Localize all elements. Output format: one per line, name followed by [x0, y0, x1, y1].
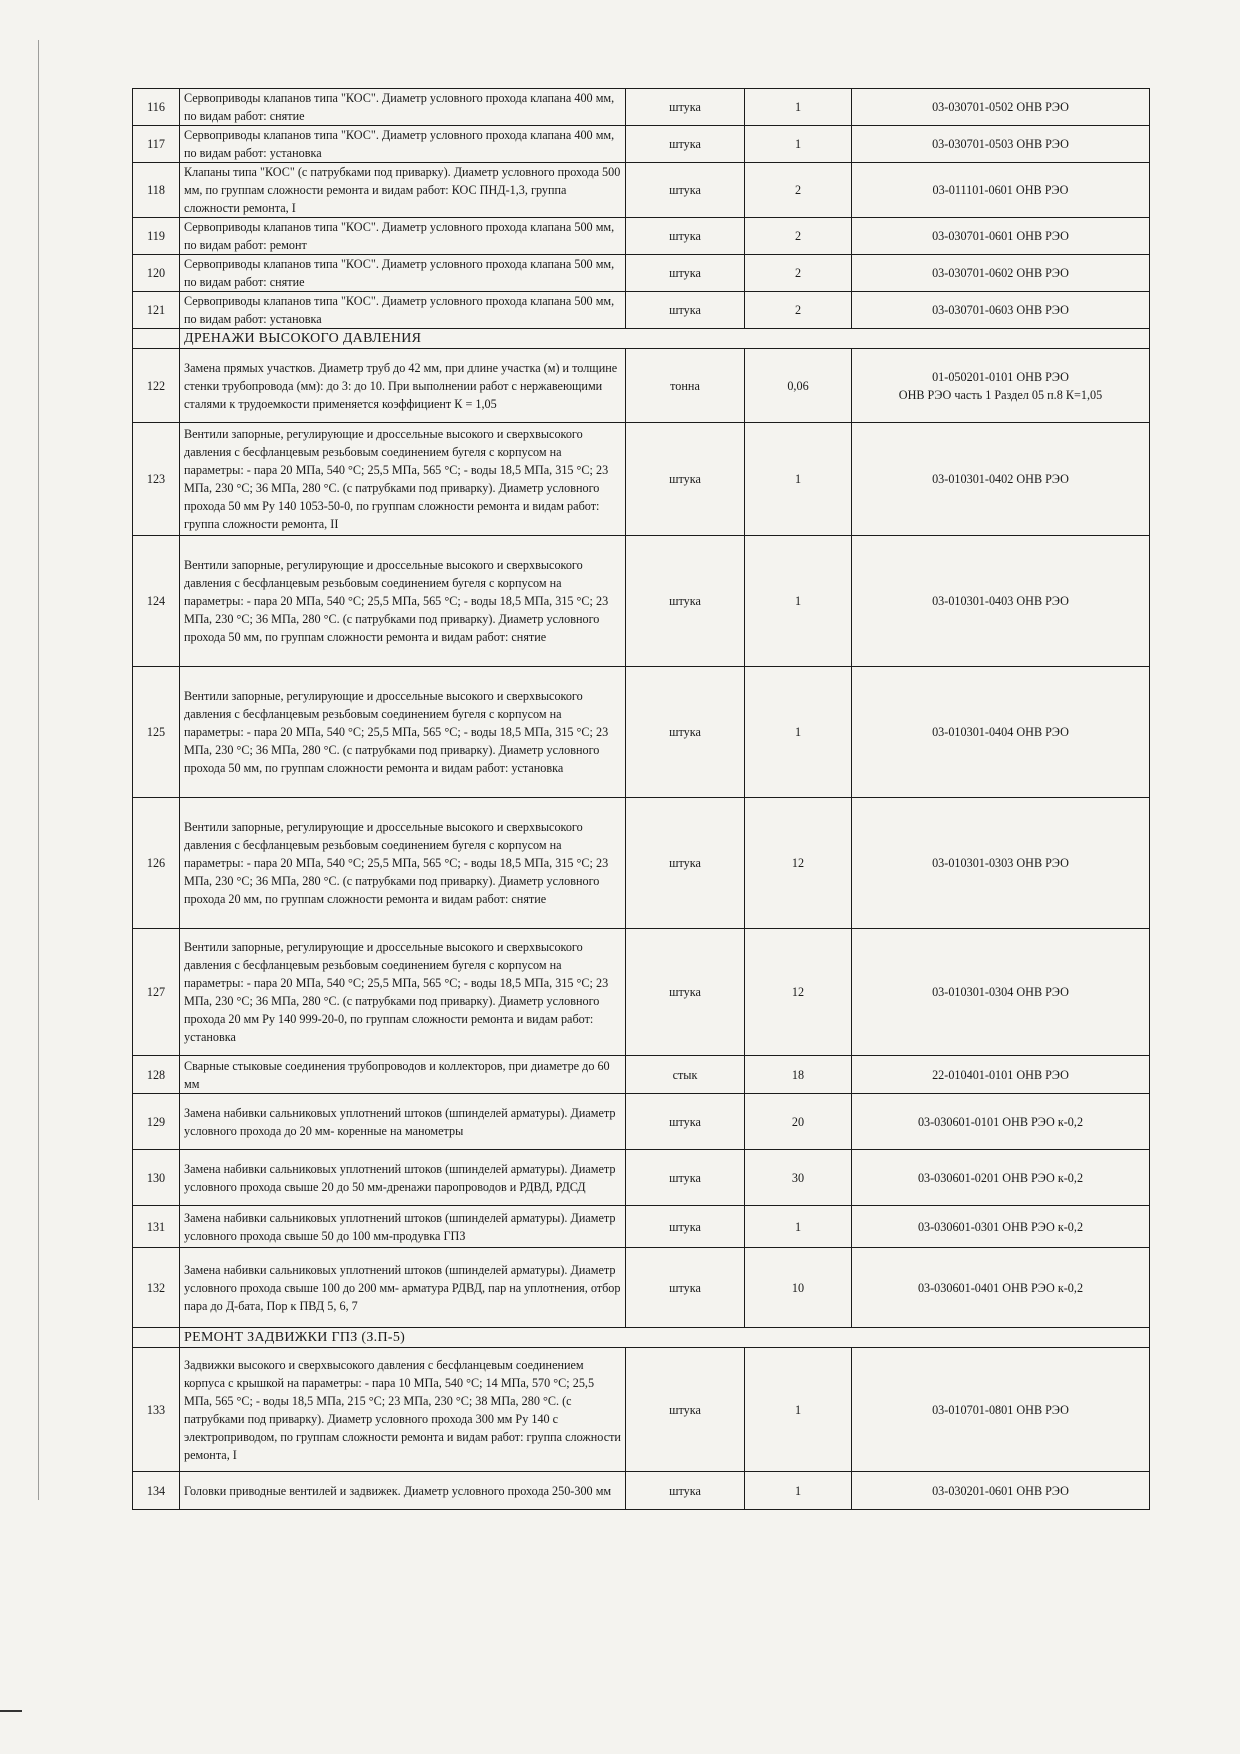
table-row [133, 1472, 1150, 1510]
row-number: 131 [133, 1206, 180, 1248]
table-row [133, 1206, 1150, 1248]
unit-of-measure: штука [626, 667, 745, 798]
unit-of-measure: штука [626, 292, 745, 329]
work-description: Вентили запорные, регулирующие и дроссельные высокого и сверхвысокого давления с бесфланцевым резьбовым соединением бугеля с корпусом на параметры: - пара 20 МПа, 540 °С; 25,5 МПа, 565 °С; - воды 18,5 МПа, 315 °С; 23 МПа, 230 °С; 36 МПа, 280 °С. (с патрубками под приварку). Диаметр условного прохода 50 мм, по группам сложности ремонта и видам работ: установка [180, 667, 626, 798]
row-number: 133 [133, 1348, 180, 1472]
work-description: Задвижки высокого и сверхвысокого давления с бесфланцевым соединением корпуса с крышкой на параметры: - пара 10 МПа, 540 °С; 14 МПа, 570 °С; 25,5 МПа, 565 °С; - воды 18,5 МПа, 215 °С; 23 МПа, 230 °С; 38 МПа, 280 °С. (с патрубками под приварку). Диаметр условного прохода 300 мм Ру 140 с электроприводом, по группам сложности ремонта и видам работ: группа сложности ремонта, I [180, 1348, 626, 1472]
norm-code-primary: 03-010701-0801 ОНВ РЭО [932, 1402, 1069, 1417]
quantity: 1 [745, 536, 852, 667]
row-number: 128 [133, 1056, 180, 1094]
table-row [133, 218, 1150, 255]
work-description: Замена прямых участков. Диаметр труб до 42 мм, при длине участка (м) и толщине стенки трубопровода (мм): до 3: до 10. При выполнении работ с нержавеющими сталями к трудоемкости применяется коэффициент К = 1,05 [180, 349, 626, 423]
norm-code-primary: 03-030601-0101 ОНВ РЭО к-0,2 [917, 1114, 1084, 1129]
norm-code-primary: 03-010301-0404 ОНВ РЭО [932, 725, 1069, 739]
scan-edge-line [38, 40, 39, 1500]
row-number: 119 [133, 218, 180, 255]
norm-code [852, 929, 1150, 1056]
norm-code [852, 536, 1150, 667]
work-description: Сервоприводы клапанов типа "КОС". Диаметр условного прохода клапана 500 мм, по видам работ: установка [180, 292, 626, 329]
unit-of-measure: штука [626, 89, 745, 126]
norm-code-primary: 03-030601-0401 ОНВ РЭО к-0,2 [917, 1280, 1084, 1295]
table-row [133, 667, 1150, 798]
norm-code-primary: 03-010301-0304 ОНВ РЭО [932, 985, 1069, 999]
norm-code-primary: 03-010301-0402 ОНВ РЭО [932, 472, 1069, 486]
work-description: Головки приводные вентилей и задвижек. Диаметр условного прохода 250-300 мм [180, 1472, 626, 1510]
work-description: Сервоприводы клапанов типа "КОС". Диаметр условного прохода клапана 500 мм, по видам работ: ремонт [180, 218, 626, 255]
quantity: 2 [745, 292, 852, 329]
table-row [133, 349, 1150, 423]
table-row [133, 1348, 1150, 1472]
unit-of-measure: штука [626, 126, 745, 163]
row-number: 130 [133, 1150, 180, 1206]
norm-code-primary: 03-030701-0503 ОНВ РЭО [932, 137, 1069, 151]
work-description: Замена набивки сальниковых уплотнений штоков (шпинделей арматуры). Диаметр условного прохода свыше 50 до 100 мм-продувка ГПЗ [180, 1206, 626, 1248]
section-header-row [133, 1328, 1150, 1348]
estimate-table [132, 88, 1150, 1510]
norm-code [852, 349, 1150, 423]
section-title: ДРЕНАЖИ ВЫСОКОГО ДАВЛЕНИЯ [180, 329, 1150, 349]
norm-code-primary: 03-011101-0601 ОНВ РЭО [932, 183, 1069, 197]
unit-of-measure: штука [626, 1348, 745, 1472]
norm-code [852, 1248, 1150, 1328]
row-number: 123 [133, 423, 180, 536]
unit-of-measure: тонна [626, 349, 745, 423]
table-row [133, 1094, 1150, 1150]
norm-code [852, 1206, 1150, 1248]
norm-code-primary: 03-030201-0601 ОНВ РЭО [932, 1483, 1069, 1498]
unit-of-measure: стык [626, 1056, 745, 1094]
quantity: 2 [745, 163, 852, 218]
norm-code [852, 1150, 1150, 1206]
quantity: 12 [745, 798, 852, 929]
norm-code [852, 292, 1150, 329]
norm-code [852, 126, 1150, 163]
work-description: Вентили запорные, регулирующие и дроссельные высокого и сверхвысокого давления с бесфланцевым резьбовым соединением бугеля с корпусом на параметры: - пара 20 МПа, 540 °С; 25,5 МПа, 565 °С; - воды 18,5 МПа, 315 °С; 23 МПа, 230 °С; 36 МПа, 280 °С. (с патрубками под приварку). Диаметр условного прохода 20 мм Ру 140 999-20-0, по группам сложности ремонта и видам работ: установка [180, 929, 626, 1056]
norm-code [852, 89, 1150, 126]
table-row [133, 798, 1150, 929]
row-number: 132 [133, 1248, 180, 1328]
unit-of-measure: штука [626, 163, 745, 218]
table-row [133, 292, 1150, 329]
table-row [133, 536, 1150, 667]
row-number: 125 [133, 667, 180, 798]
table-row [133, 423, 1150, 536]
row-number: 129 [133, 1094, 180, 1150]
quantity: 10 [745, 1248, 852, 1328]
norm-code [852, 1348, 1150, 1472]
row-number: 126 [133, 798, 180, 929]
unit-of-measure: штука [626, 1094, 745, 1150]
table-row [133, 1150, 1150, 1206]
norm-code-primary: 22-010401-0101 ОНВ РЭО [932, 1067, 1069, 1082]
quantity: 1 [745, 667, 852, 798]
table-row [133, 255, 1150, 292]
norm-code [852, 798, 1150, 929]
section-header-row [133, 329, 1150, 349]
table-row [133, 1056, 1150, 1094]
row-number: 124 [133, 536, 180, 667]
quantity: 1 [745, 1472, 852, 1510]
norm-code [852, 1056, 1150, 1094]
work-description: Сервоприводы клапанов типа "КОС". Диаметр условного прохода клапана 400 мм, по видам работ: снятие [180, 89, 626, 126]
work-description: Сервоприводы клапанов типа "КОС". Диаметр условного прохода клапана 400 мм, по видам работ: установка [180, 126, 626, 163]
unit-of-measure: штука [626, 929, 745, 1056]
quantity: 1 [745, 1348, 852, 1472]
table-row [133, 89, 1150, 126]
table-row [133, 126, 1150, 163]
norm-code [852, 667, 1150, 798]
quantity: 2 [745, 255, 852, 292]
norm-code-primary: 03-030701-0502 ОНВ РЭО [932, 100, 1069, 114]
norm-code-primary: 03-010301-0303 ОНВ РЭО [932, 856, 1069, 870]
norm-code [852, 163, 1150, 218]
norm-code [852, 423, 1150, 536]
unit-of-measure: штука [626, 1150, 745, 1206]
norm-code [852, 255, 1150, 292]
row-number: 118 [133, 163, 180, 218]
norm-code-primary: 03-030701-0601 ОНВ РЭО [932, 229, 1069, 243]
table-row [133, 929, 1150, 1056]
work-description: Сервоприводы клапанов типа "КОС". Диаметр условного прохода клапана 500 мм, по видам работ: снятие [180, 255, 626, 292]
row-number: 134 [133, 1472, 180, 1510]
norm-code [852, 1094, 1150, 1150]
norm-code [852, 218, 1150, 255]
row-number: 122 [133, 349, 180, 423]
table-row [133, 163, 1150, 218]
work-description: Замена набивки сальниковых уплотнений штоков (шпинделей арматуры). Диаметр условного прохода свыше 100 до 200 мм- арматура РДВД, пар на уплотнения, отбор пара до Д-бата, Пор к ПВД 5, 6, 7 [180, 1248, 626, 1328]
work-description: Клапаны типа "КОС" (с патрубками под приварку). Диаметр условного прохода 500 мм, по группам сложности ремонта и видам работ: КОС ПНД-1,3, группа сложности ремонта, I [180, 163, 626, 218]
norm-code-primary: 03-030701-0603 ОНВ РЭО [932, 303, 1069, 317]
quantity: 1 [745, 423, 852, 536]
norm-code-primary: 03-030601-0201 ОНВ РЭО к-0,2 [917, 1170, 1084, 1185]
row-number: 121 [133, 292, 180, 329]
row-number: 127 [133, 929, 180, 1056]
norm-code-primary: 03-030701-0602 ОНВ РЭО [932, 266, 1069, 280]
table-body [133, 89, 1150, 1510]
norm-code [852, 1472, 1150, 1510]
work-description: Замена набивки сальниковых уплотнений штоков (шпинделей арматуры). Диаметр условного прохода свыше 20 до 50 мм-дренажи паропроводов и РДВД, РДСД [180, 1150, 626, 1206]
quantity: 0,06 [745, 349, 852, 423]
unit-of-measure: штука [626, 1472, 745, 1510]
quantity: 18 [745, 1056, 852, 1094]
row-number: 116 [133, 89, 180, 126]
work-description: Вентили запорные, регулирующие и дроссельные высокого и сверхвысокого давления с бесфланцевым резьбовым соединением бугеля с корпусом на параметры: - пара 20 МПа, 540 °С; 25,5 МПа, 565 °С; - воды 18,5 МПа, 315 °С; 23 МПа, 230 °С; 36 МПа, 280 °С. (с патрубками под приварку). Диаметр условного прохода 50 мм, по группам сложности ремонта и видам работ: снятие [180, 536, 626, 667]
work-description: Вентили запорные, регулирующие и дроссельные высокого и сверхвысокого давления с бесфланцевым резьбовым соединением бугеля с корпусом на параметры: - пара 20 МПа, 540 °С; 25,5 МПа, 565 °С; - воды 18,5 МПа, 315 °С; 23 МПа, 230 °С; 36 МПа, 280 °С. (с патрубками под приварку). Диаметр условного прохода 20 мм, по группам сложности ремонта и видам работ: снятие [180, 798, 626, 929]
unit-of-measure: штука [626, 255, 745, 292]
unit-of-measure: штука [626, 423, 745, 536]
work-description: Сварные стыковые соединения трубопроводов и коллекторов, при диаметре до 60 мм [180, 1056, 626, 1094]
row-number: 120 [133, 255, 180, 292]
norm-code-primary: 01-050201-0101 ОНВ РЭО [932, 369, 1069, 384]
norm-code-primary: 03-030601-0301 ОНВ РЭО к-0,2 [917, 1219, 1084, 1234]
unit-of-measure: штука [626, 1248, 745, 1328]
quantity: 2 [745, 218, 852, 255]
norm-code-note: ОНВ РЭО часть 1 Раздел 05 п.8 К=1,05 [898, 387, 1103, 402]
quantity: 30 [745, 1150, 852, 1206]
quantity: 1 [745, 1206, 852, 1248]
section-num-cell [133, 329, 180, 349]
quantity: 1 [745, 126, 852, 163]
quantity: 20 [745, 1094, 852, 1150]
norm-code-primary: 03-010301-0403 ОНВ РЭО [932, 594, 1069, 608]
quantity: 12 [745, 929, 852, 1056]
section-num-cell [133, 1328, 180, 1348]
work-description: Вентили запорные, регулирующие и дроссельные высокого и сверхвысокого давления с бесфланцевым резьбовым соединением бугеля с корпусом на параметры: - пара 20 МПа, 540 °С; 25,5 МПа, 565 °С; - воды 18,5 МПа, 315 °С; 23 МПа, 230 °С; 36 МПа, 280 °С. (с патрубками под приварку). Диаметр условного прохода 50 мм Ру 140 1053-50-0, по группам сложности ремонта и видам работ: группа сложности ремонта, II [180, 423, 626, 536]
unit-of-measure: штука [626, 536, 745, 667]
table-row [133, 1248, 1150, 1328]
section-title: РЕМОНТ ЗАДВИЖКИ ГПЗ (З.П-5) [180, 1328, 1150, 1348]
work-description: Замена набивки сальниковых уплотнений штоков (шпинделей арматуры). Диаметр условного прохода до 20 мм- коренные на манометры [180, 1094, 626, 1150]
unit-of-measure: штука [626, 1206, 745, 1248]
scan-mark [0, 1710, 22, 1712]
unit-of-measure: штука [626, 798, 745, 929]
quantity: 1 [745, 89, 852, 126]
unit-of-measure: штука [626, 218, 745, 255]
row-number: 117 [133, 126, 180, 163]
